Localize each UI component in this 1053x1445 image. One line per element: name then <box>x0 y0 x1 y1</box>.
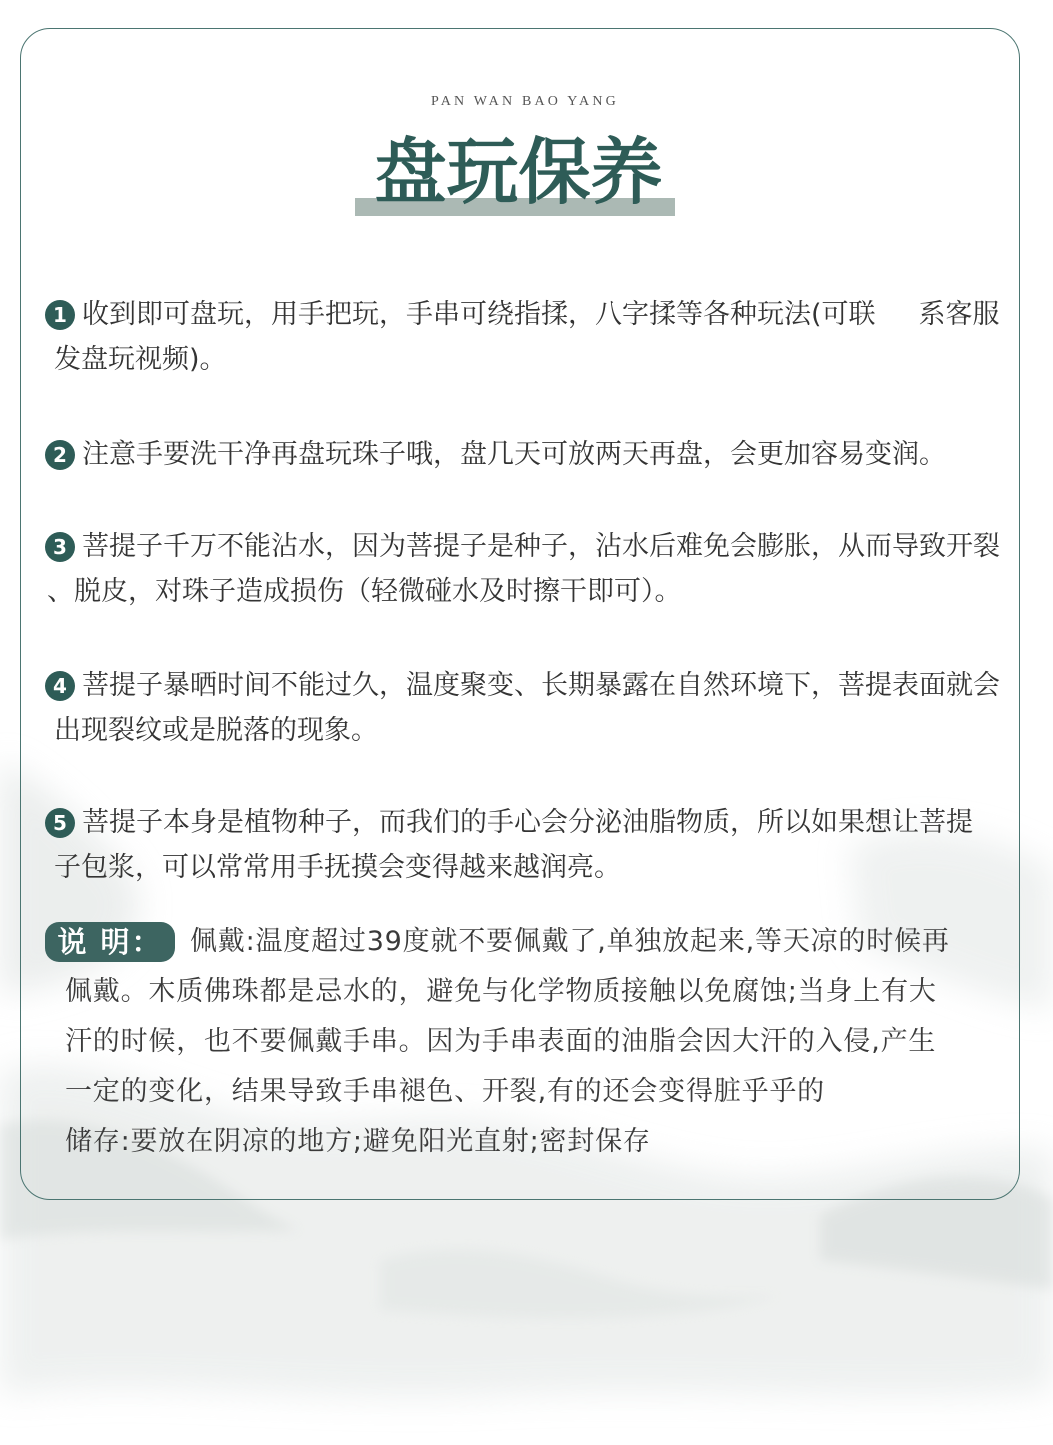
care-item-text-line: 、脱皮，对珠子造成损伤（轻微碰水及时擦干即可）。 <box>47 576 682 607</box>
notes-text-line: 佩戴。木质佛珠都是忌水的，避免与化学物质接触以免腐蚀;当身上有大 <box>65 976 937 1007</box>
circled-number-3-icon: 3 <box>45 532 75 562</box>
care-item-4 <box>0 663 1020 753</box>
page-subtitle: PAN WAN BAO YANG <box>431 94 619 109</box>
circled-number-1-icon: 1 <box>45 300 75 330</box>
notes-text-line: 佩戴:温度超过39度就不要佩戴了,单独放起来,等天凉的时候再 <box>190 926 950 957</box>
care-item-text-line: 菩提子千万不能沾水，因为菩提子是种子，沾水后难免会膨胀，从而导致开裂 <box>82 531 1000 562</box>
care-item-3 <box>0 524 1020 614</box>
care-item-text-line: 菩提子暴晒时间不能过久，温度聚变、长期暴露在自然环境下，菩提表面就会 <box>82 670 1000 701</box>
care-item-5 <box>0 800 1020 890</box>
care-item-text-line: 发盘玩视频)。 <box>54 344 227 375</box>
care-item-text-line: 子包浆，可以常常用手抚摸会变得越来越润亮。 <box>54 852 621 883</box>
notes-text-line: 一定的变化，结果导致手串褪色、开裂,有的还会变得脏乎乎的 <box>65 1076 825 1107</box>
notes-text-line: 储存:要放在阴凉的地方;避免阳光直射;密封保存 <box>65 1126 651 1157</box>
care-item-text-line: 菩提子本身是植物种子，而我们的手心会分泌油脂物质，所以如果想让菩提 <box>82 807 973 838</box>
notes-label-badge: 说 明： <box>45 922 175 962</box>
circled-number-2-icon: 2 <box>45 440 75 470</box>
care-item-2 <box>0 432 1020 477</box>
notes-text-line: 汗的时候，也不要佩戴手串。因为手串表面的油脂会因大汗的入侵,产生 <box>65 1026 937 1057</box>
care-item-text-line: 注意手要洗干净再盘玩珠子哦，盘几天可放两天再盘，会更加容易变润。 <box>82 439 946 470</box>
page-title: 盘玩保养 <box>374 130 663 214</box>
circled-number-5-icon: 5 <box>45 808 75 838</box>
care-item-1 <box>0 292 1020 382</box>
care-item-text-line: 出现裂纹或是脱落的现象。 <box>54 715 378 746</box>
circled-number-4-icon: 4 <box>45 671 75 701</box>
care-item-text-line: 收到即可盘玩，用手把玩，手串可绕指揉，八字揉等各种玩法(可联 系客服 <box>82 299 1000 330</box>
